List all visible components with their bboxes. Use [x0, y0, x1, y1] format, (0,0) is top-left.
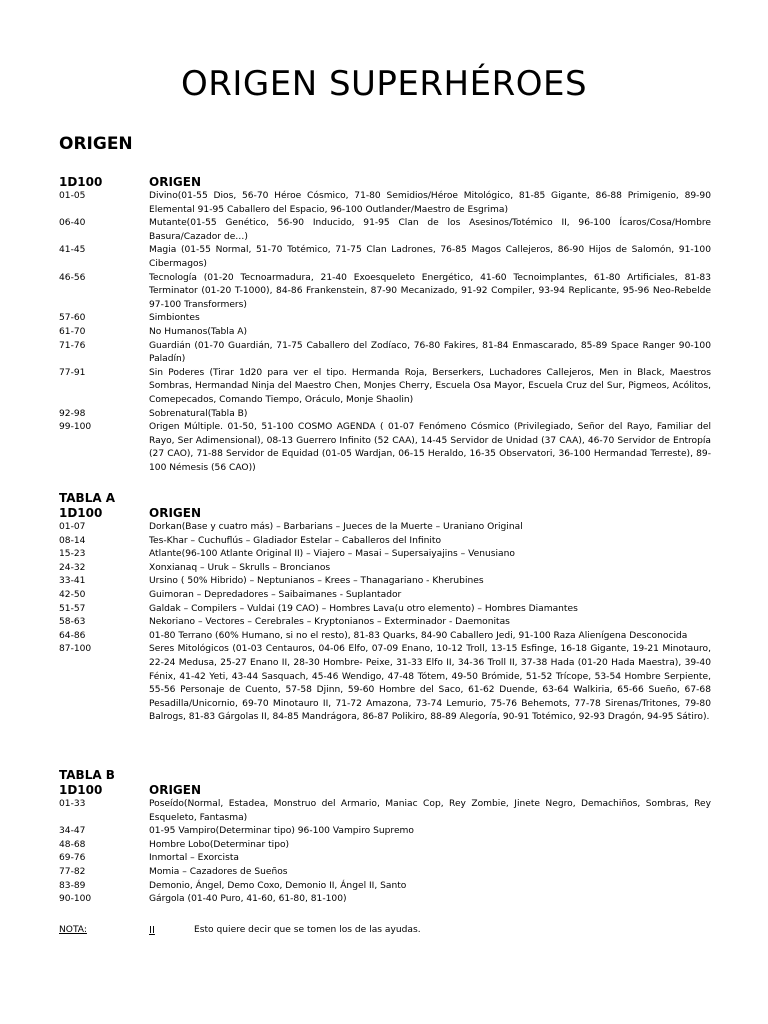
dice-range: 24-32	[59, 562, 86, 573]
main-origin-table	[59, 174, 711, 475]
dice-range: 51-57	[59, 603, 86, 614]
origin-description: Momia – Cazadores de Sueños	[149, 866, 288, 877]
table-row	[59, 603, 711, 617]
header-dice: 1D100	[59, 783, 103, 797]
dice-range: 34-47	[59, 826, 86, 837]
origin-description: Gárgola (01-40 Puro, 41-60, 61-80, 81-100)	[149, 894, 347, 905]
note-label: NOTA:	[59, 925, 87, 935]
table-row	[59, 852, 711, 866]
note-text: Esto quiere decir que se tomen los de las ayudas.	[194, 925, 421, 935]
dice-range: 33-41	[59, 576, 86, 587]
table-row	[59, 825, 711, 839]
dice-range: 58-63	[59, 617, 86, 628]
table-row	[59, 643, 711, 725]
table-row	[59, 798, 711, 825]
origin-description: Dorkan(Base y cuatro más) – Barbarians – Jueces de la Muerte – Uraniano Original	[149, 522, 523, 532]
table-row	[59, 839, 711, 853]
header-origin: ORIGEN	[149, 783, 201, 797]
dice-range: 01-07	[59, 522, 86, 532]
table-row	[59, 408, 711, 422]
origin-description: Tes-Khar – Cuchuflús – Gladiador Estelar – Caballeros del Infinito	[149, 535, 442, 546]
table-row	[59, 521, 711, 535]
dice-range: 57-60	[59, 313, 86, 324]
origin-description: Sin Poderes (Tirar 1d20 para ver el tipo. Hermanda Roja, Berserkers, Luchadores Callejeros, Men in Black, Maestros Sombras, Hermandad Ninja del Maestro Chen, Monjes Cherry, Escuela Osa Mayor, Escuela Cruz del Sur, Pigmeos, Acólitos, Comepecados, Comando Tiempo, Oráculo, Monje Shaolin)	[149, 367, 711, 405]
origin-description: Origen Múltiple. 01-50, 51-100 COSMO AGENDA ( 01-07 Fenómeno Cósmico (Privilegiado, Señor del Rayo, Familiar del Rayo, Ser Adimensional), 08-13 Guerrero Infinito (52 CAA), 14-45 Servidor de Unidad (37 CAA), 46-70 Servidor de Entropía (27 CAO), 71-88 Servidor de Equidad (01-05 Wardjan, 06-15 Heraldo, 16-35 Observatori, 36-100 Hermandad Terreste), 89-100 Némesis (56 CAO))	[149, 422, 711, 473]
dice-range: 90-100	[59, 894, 92, 905]
origin-description: Ursino ( 50% Hibrido) – Neptunianos – Krees – Thanagariano - Kherubines	[149, 576, 484, 587]
table-header	[59, 782, 711, 798]
table-row	[59, 880, 711, 894]
origin-description: No Humanos(Tabla A)	[149, 326, 248, 337]
origin-description: Poseído(Normal, Estadea, Monstruo del Armario, Maniac Cop, Rey Zombie, Jinete Negro, Demachiños, Sombras, Rey Esqueleto, Fantasma)	[149, 799, 711, 823]
table-row	[59, 312, 711, 326]
table-row	[59, 367, 711, 408]
header-origin: ORIGEN	[149, 175, 201, 189]
header-origin: ORIGEN	[149, 506, 201, 520]
origin-description: Galdak – Compilers – Vuldai (19 CAO) – Hombres Lava(u otro elemento) – Hombres Diamantes	[149, 603, 578, 614]
dice-range: 08-14	[59, 535, 86, 546]
table-row	[59, 340, 711, 367]
dice-range: 64-86	[59, 630, 86, 641]
origin-description: Inmortal – Exorcista	[149, 853, 239, 864]
dice-range: 69-76	[59, 853, 86, 864]
table-row	[59, 575, 711, 589]
dice-range: 15-23	[59, 549, 86, 560]
origin-description: Guardián (01-70 Guardián, 71-75 Caballero del Zodíaco, 76-80 Fakires, 81-84 Enmascarado, 85-89 Space Ranger 90-100 Paladín)	[149, 340, 711, 365]
table-header	[59, 174, 711, 190]
origin-description: Xonxianaq – Uruk – Skrulls – Broncianos	[149, 562, 331, 573]
dice-range: 87-100	[59, 644, 92, 655]
origin-description: Atlante(96-100 Atlante Original II) – Viajero – Masai – Supersaiyajins – Venusiano	[149, 549, 515, 560]
origin-description: Divino(01-55 Dios, 56-70 Héroe Cósmico, 71-80 Semidios/Héroe Mitológico, 81-85 Gigante, 86-88 Primigenio, 89-90 Elemental 91-95 Caballero del Espacio, 96-100 Outlander/Maestro de Esgrima)	[149, 191, 711, 215]
origin-description: Mutante(01-55 Genético, 56-90 Inducido, 91-95 Clan de los Asesinos/Totémico II, 96-100 Ícaros/Cosa/Hombre Basura/Cazador de…)	[149, 218, 711, 242]
dice-range: 01-05	[59, 191, 86, 201]
origin-description: Hombre Lobo(Determinar tipo)	[149, 839, 290, 850]
origin-description: Magia (01-55 Normal, 51-70 Totémico, 71-75 Clan Ladrones, 76-85 Magos Callejeros, 86-90 Hijos de Salomón, 91-100 Cibermagos)	[149, 245, 711, 269]
origin-description: Sobrenatural(Tabla B)	[149, 408, 248, 419]
header-dice: 1D100	[59, 506, 103, 520]
section-title: ORIGEN	[59, 134, 133, 154]
dice-range: 71-76	[59, 340, 86, 351]
table-row	[59, 589, 711, 603]
dice-range: 83-89	[59, 880, 86, 891]
dice-range: 42-50	[59, 589, 86, 600]
origin-description: 01-80 Terrano (60% Humano, si no el resto), 81-83 Quarks, 84-90 Caballero Jedi, 91-100 Raza Alienígena Desconocida	[149, 630, 688, 641]
note-code: II	[149, 925, 155, 936]
origin-description: Simbiontes	[149, 313, 200, 324]
table-row	[59, 548, 711, 562]
dice-range: 48-68	[59, 839, 86, 850]
header-dice: 1D100	[59, 175, 103, 189]
table-row	[59, 272, 711, 313]
dice-range: 77-91	[59, 367, 86, 378]
dice-range: 77-82	[59, 866, 86, 877]
table-row	[59, 217, 711, 244]
origin-description: Demonio, Ángel, Demo Coxo, Demonio II, Ángel II, Santo	[149, 880, 407, 891]
tabla-b	[59, 768, 711, 907]
table-row	[59, 326, 711, 340]
table-row	[59, 630, 711, 644]
tabla-a-label: TABLA A	[59, 491, 116, 505]
dice-range: 46-56	[59, 272, 86, 283]
dice-range: 41-45	[59, 245, 86, 256]
table-row	[59, 562, 711, 576]
tabla-b-label: TABLA B	[59, 768, 115, 782]
table-row	[59, 190, 711, 217]
table-row	[59, 244, 711, 271]
table-row	[59, 866, 711, 880]
table-row	[59, 535, 711, 549]
table-header	[59, 505, 711, 521]
origin-description: Nekoriano – Vectores – Cerebrales – Kryptonianos – Exterminador - Daemonitas	[149, 617, 510, 628]
origin-description: Seres Mitológicos (01-03 Centauros, 04-06 Elfo, 07-09 Enano, 10-12 Troll, 13-15 Esfinge, 16-18 Gigante, 19-21 Minotauro, 22-24 Medusa, 25-27 Enano II, 28-30 Hombre- Peixe, 31-33 Elfo II, 34-36 Troll II, 37-38 Hada (01-20 Hada Maestra), 39-40 Fénix, 41-42 Yeti, 43-44 Sasquach, 45-46 Wendigo, 47-48 Tótem, 49-50 Brómide, 51-52 Trícope, 53-54 Hombre Serpiente, 55-56 Personaje de Cuento, 57-58 Djinn, 59-60 Hombre del Saco, 61-62 Duende, 63-64 Walkiria, 65-66 Sueño, 67-68 Pesadilla/Unicornio, 69-70 Minotauro II, 71-72 Amazona, 73-74 Lemurio, 75-76 Behemots, 77-78 Sirenas/Tritones, 79-80 Balrogs, 81-83 Gárgolas II, 84-85 Mandrágora, 86-87 Polikiro, 88-89 Alegoría, 90-91 Totémico, 92-93 Dragón, 94-95 Sátiro).	[149, 644, 711, 723]
dice-range: 01-33	[59, 799, 86, 809]
dice-range: 61-70	[59, 326, 86, 337]
origin-description: Guimoran – Depredadores – Saibaimanes - Suplantador	[149, 589, 402, 600]
table-row	[59, 893, 711, 907]
dice-range: 99-100	[59, 422, 92, 433]
table-row	[59, 421, 711, 475]
page-title: ORIGEN SUPERHÉROES	[180, 64, 588, 104]
dice-range: 92-98	[59, 408, 86, 419]
table-row	[59, 616, 711, 630]
origin-description: Tecnología (01-20 Tecnoarmadura, 21-40 Exoesqueleto Energético, 41-60 Tecnoimplantes, 61-80 Artificiales, 81-83 Terminator (01-20 T-1000), 84-86 Frankenstein, 87-90 Mecanizado, 91-92 Compiler, 93-94 Replicante, 95-96 Neo-Rebelde 97-100 Transformers)	[149, 272, 711, 310]
dice-range: 06-40	[59, 218, 86, 229]
origin-description: 01-95 Vampiro(Determinar tipo) 96-100 Vampiro Supremo	[149, 826, 414, 837]
tabla-a	[59, 491, 711, 725]
